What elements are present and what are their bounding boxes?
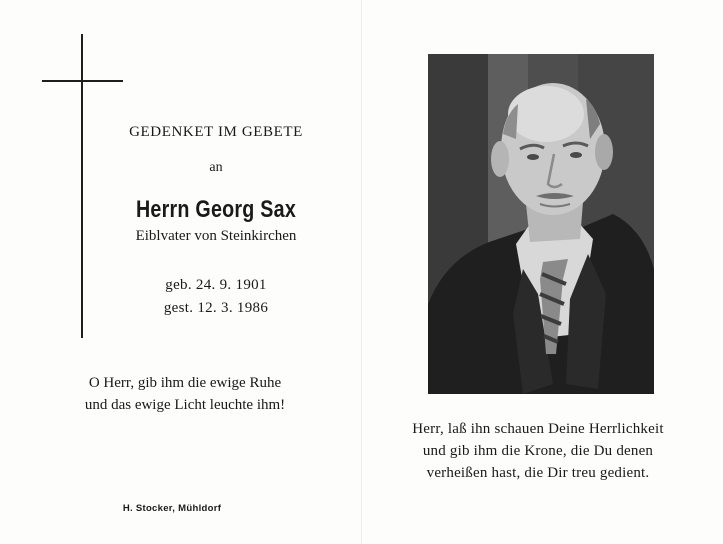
portrait-photo <box>428 54 654 394</box>
prayer-right <box>412 418 663 484</box>
prayer-left-line: O Herr, gib ihm die ewige Ruhe <box>88 375 282 391</box>
death-date: gest. 12. 3. 1986 <box>163 300 269 316</box>
cross-icon-bar <box>42 80 123 82</box>
card-fold-line <box>361 0 362 544</box>
birth-date: geb. 24. 9. 1901 <box>165 277 267 293</box>
remember-heading: GEDENKET IM GEBETE <box>129 124 303 140</box>
prayer-right-line: verheißen hast, die Dir treu gedient. <box>426 465 650 481</box>
an-text: an <box>209 160 223 175</box>
deceased-title: Eiblvater von Steinkirchen <box>135 228 297 244</box>
portrait-illustration <box>428 54 654 394</box>
prayer-right-line: Herr, laß ihn schauen Deine Herrlichkeit <box>412 421 664 437</box>
deceased-name: Herrn Georg Sax <box>135 196 297 223</box>
prayer-left <box>85 372 285 416</box>
prayer-right-line: und gib ihm die Krone, die Du denen <box>422 443 654 459</box>
printer-credit: H. Stocker, Mühldorf <box>122 503 222 514</box>
prayer-left-line: und das ewige Licht leuchte ihm! <box>84 397 286 413</box>
